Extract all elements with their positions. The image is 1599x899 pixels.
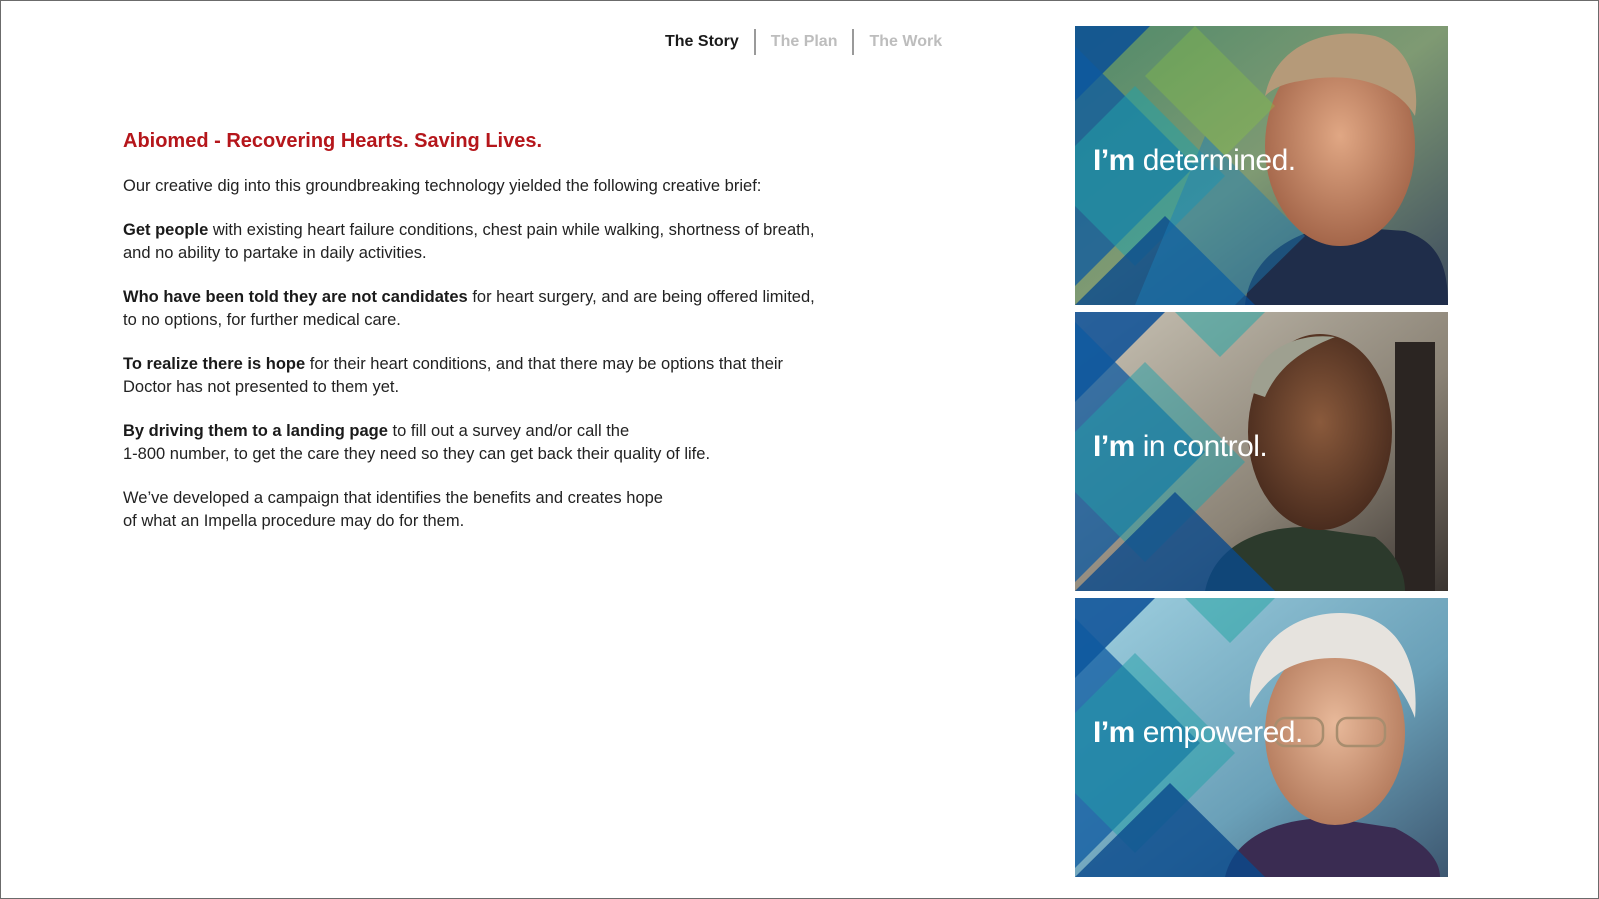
panel-caption: I’m empowered. [1093, 716, 1303, 749]
paragraph-lead: To realize there is hope [123, 355, 306, 373]
campaign-image-panels [1075, 26, 1448, 884]
paragraph-text: to fill out a survey and/or call the [387, 422, 630, 440]
nav-the-story[interactable]: The Story [665, 33, 739, 50]
paragraph-lead: Get people [123, 221, 209, 239]
intro-paragraph: Our creative dig into this groundbreaking technology yielded the following creative brief: [123, 177, 762, 195]
brief-paragraph-4 [123, 420, 883, 466]
paragraph-text: for heart surgery, and are being offered limited, [467, 288, 815, 306]
brief-paragraph-2 [123, 286, 883, 332]
brief-paragraph-5 [123, 487, 883, 533]
paragraph-text: Doctor has not presented to them yet. [123, 378, 400, 396]
panel-caption: I’m determined. [1093, 144, 1296, 177]
campaign-panel-empowered [1075, 598, 1448, 877]
nav-the-work[interactable]: The Work [869, 33, 943, 50]
brief-paragraph-1 [123, 219, 883, 265]
paragraph-lead: By driving them to a landing page [123, 422, 388, 440]
brief-paragraph-3 [123, 353, 883, 399]
top-navigation [650, 28, 957, 56]
paragraph-text: to no options, for further medical care. [123, 311, 401, 329]
story-title: Abiomed - Recovering Hearts. Saving Lives. [123, 130, 543, 152]
nav-the-plan[interactable]: The Plan [770, 33, 838, 50]
paragraph-text: of what an Impella procedure may do for them. [123, 512, 465, 530]
paragraph-text: We’ve developed a campaign that identifies the benefits and creates hope [123, 489, 663, 507]
paragraph-text: with existing heart failure conditions, chest pain while walking, shortness of breath, [208, 221, 815, 239]
paragraph-text: and no ability to partake in daily activities. [123, 244, 427, 262]
campaign-panel-in-control [1075, 312, 1448, 591]
panel-caption: I’m in control. [1093, 430, 1268, 463]
paragraph-text: 1-800 number, to get the care they need so they can get back their quality of life. [123, 445, 711, 463]
paragraph-lead: Who have been told they are not candidates [123, 288, 468, 306]
story-content [123, 130, 883, 554]
paragraph-text: for their heart conditions, and that there may be options that their [305, 355, 784, 373]
campaign-panel-determined [1075, 26, 1448, 305]
